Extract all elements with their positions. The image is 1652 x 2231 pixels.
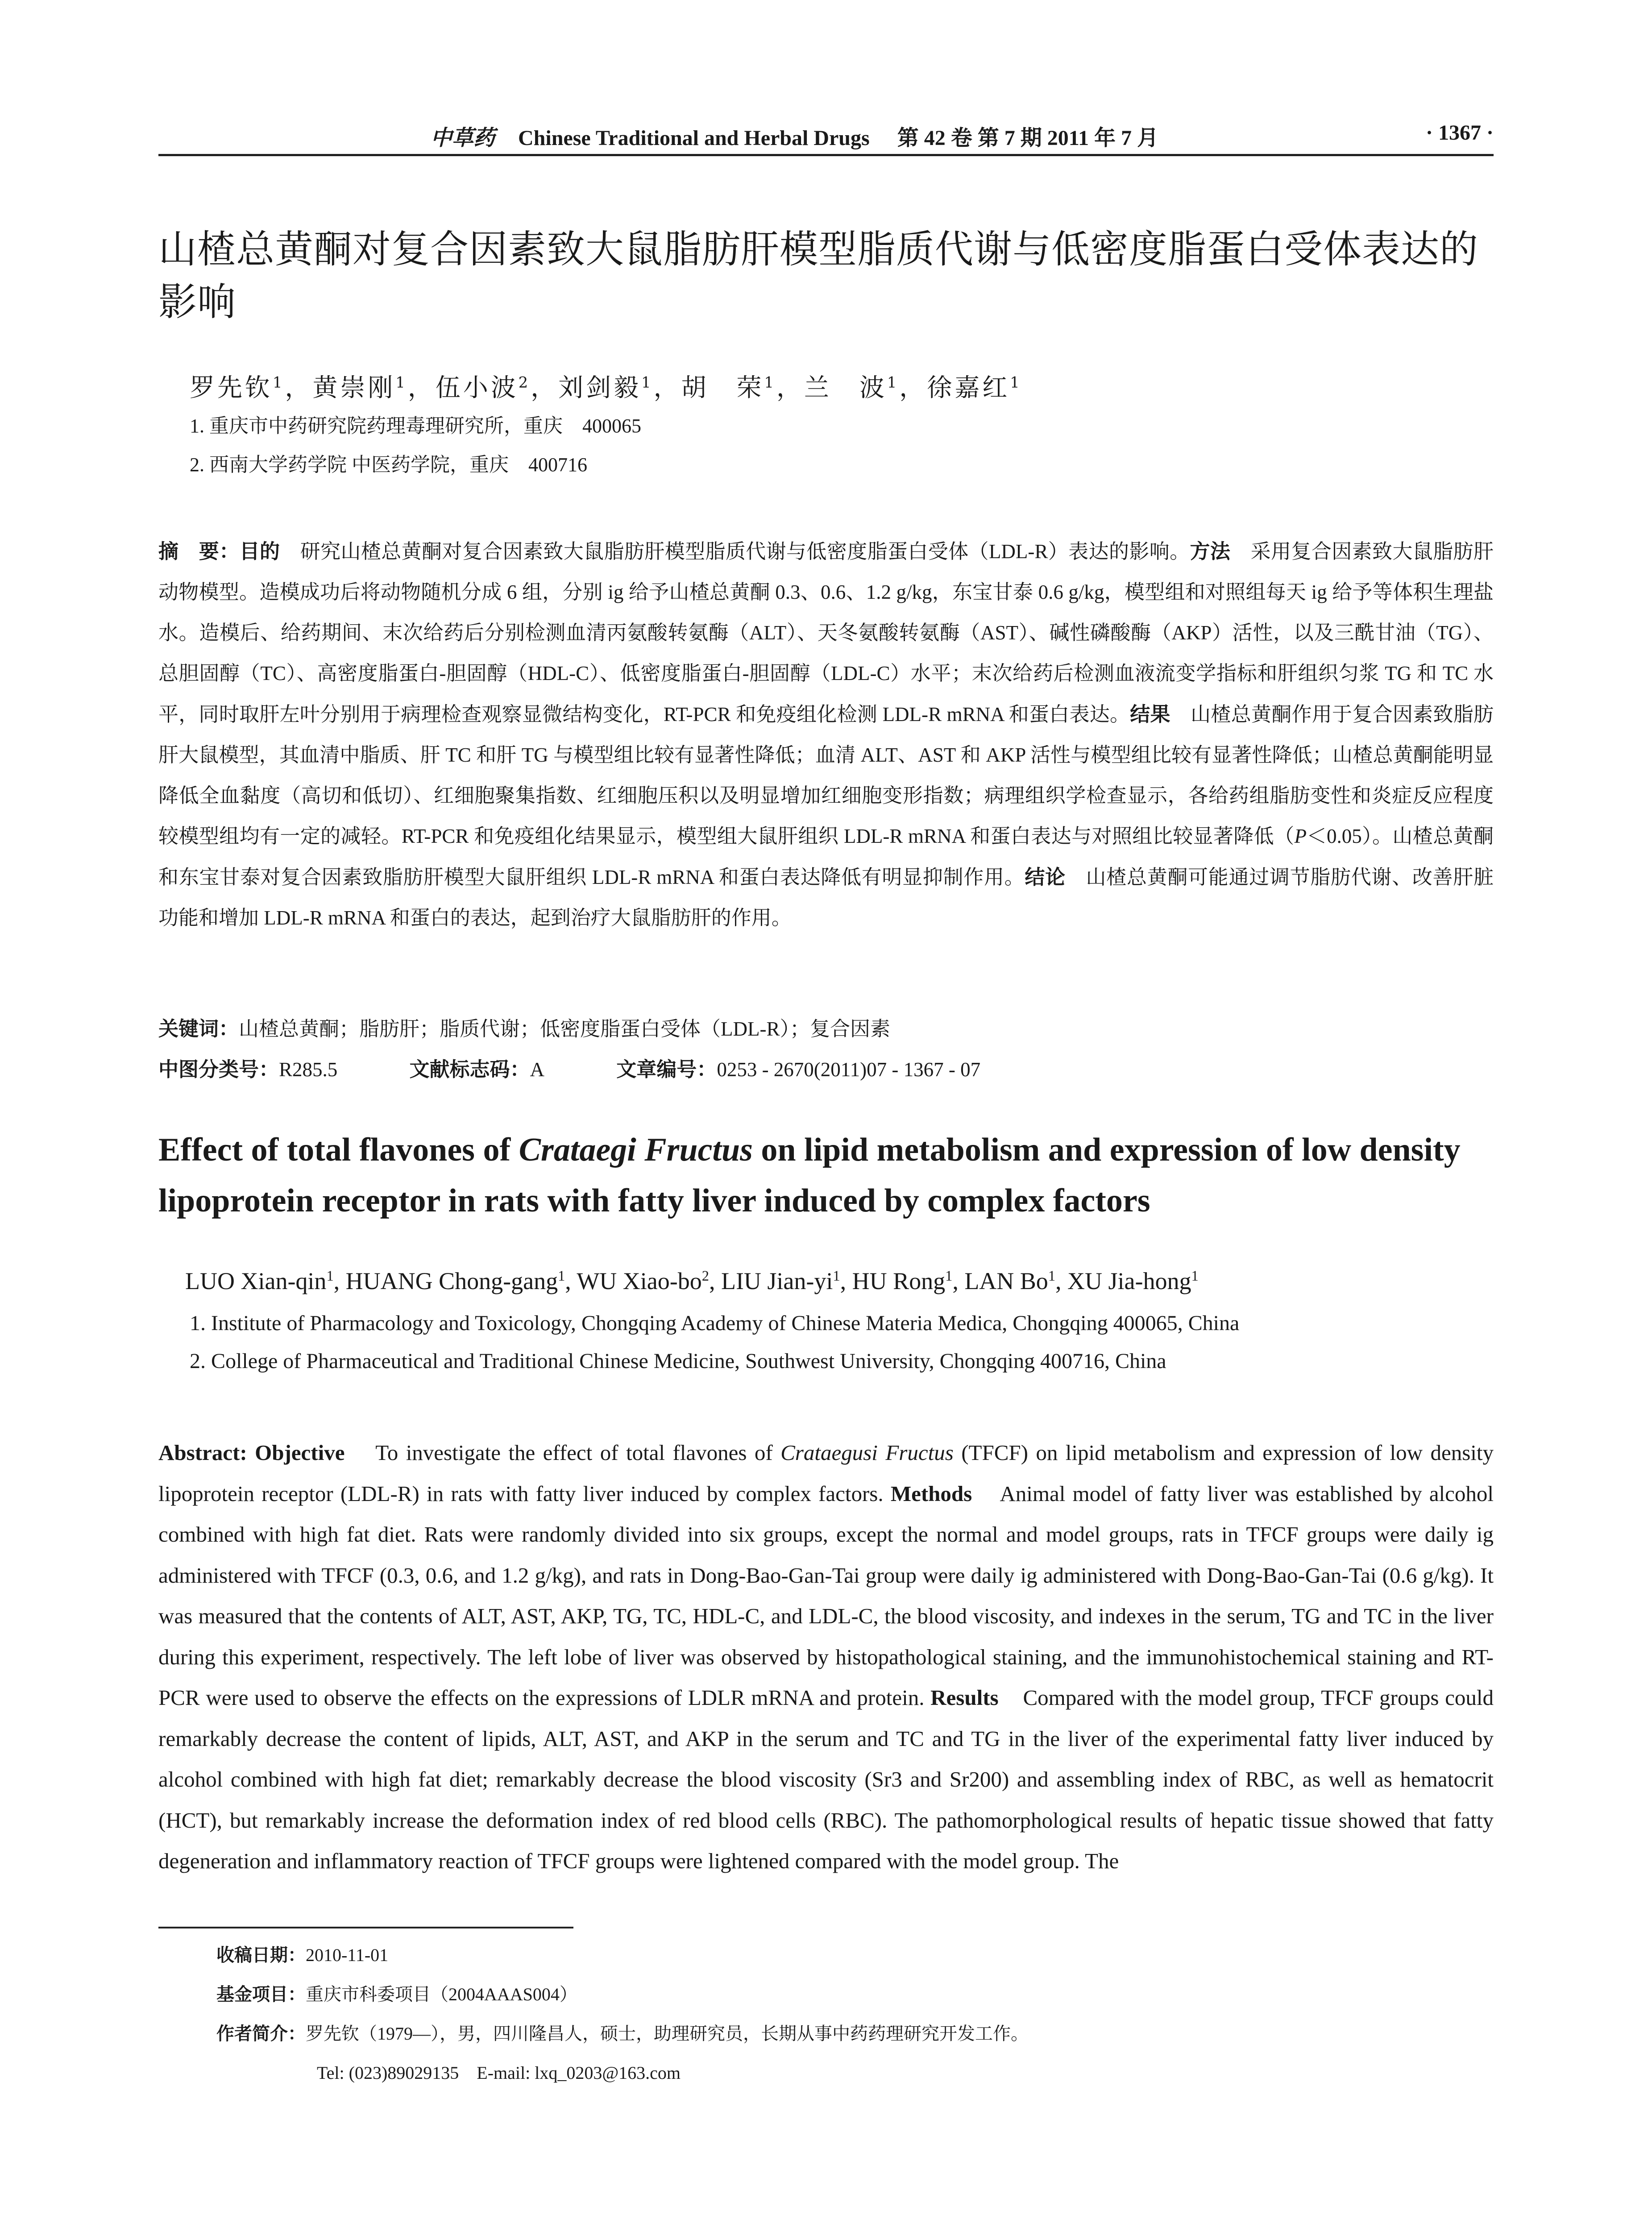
results-zh-label: 结果 bbox=[1130, 702, 1171, 726]
author-bio-label: 作者简介： bbox=[216, 2024, 306, 2044]
article-no-value: 0253 - 2670(2011)07 - 1367 - 07 bbox=[717, 1058, 981, 1081]
fund-value: 重庆市科委项目（2004AAAS004） bbox=[306, 1984, 577, 2004]
abstract-en bbox=[158, 1432, 1494, 1882]
results-zh-tail: ＜0.05）。山楂总黄酮和东宝甘泰对复合因素致脂肪肝模型大鼠肝组织 LDL-R mRNA 和蛋白表达降低有明显抑制作用。 bbox=[158, 825, 1494, 888]
methods-zh-text: 采用复合因素致大鼠脂肪肝动物模型。造模成功后将动物随机分成 6 组，分别 ig 给予山楂总黄酮 0.3、0.6、1.2 g/kg，东宝甘泰 0.6 g/kg，模型组和对照组每天 ig 给予等体积生理盐水。造模后、给药期间、末次给药后分别检测血清丙氨酸转氨酶（ALT）、天冬氨酸转氨酶（AST）、碱性磷酸酶（AKP）活性，以及三酰甘油（TG）、总胆固醇（TC）、高密度脂蛋白-胆固醇（HDL-C）、低密度脂蛋白-胆固醇（LDL-C）水平；末次给药后检测血液流变学指标和肝组织匀浆 TG 和 TC 水平，同时取肝左叶分别用于病理检查观察显微结构变化，RT-PCR 和免疫组化检测 LDL-R mRNA 和蛋白表达。 bbox=[158, 540, 1494, 726]
objective-en-italic: Crataegusi Fructus bbox=[780, 1440, 954, 1465]
title-en bbox=[158, 1124, 1494, 1226]
clc-label: 中图分类号： bbox=[158, 1057, 279, 1081]
authors-en: LUO Xian-qin$^1$, HUANG Chong-gang$^1$, WU Xiao-$bo^2$, LIU Jian-$yi^1$, HU Rong$^1$, LAN Bo$^1$, XU Jia-hong$^1$ bbox=[185, 1268, 1199, 1294]
results-en-text: Compared with the model group, TFCF groups could remarkably decrease the content of lipids, ALT, AST, and AKP in the serum and TC and TG in the liver of the experimental fatty liver induced by alcohol combined with high fat diet; remarkably decrease the blood viscosity (Sr3 and Sr200) and assembling index of RBC, as well as hematocrit (HCT), but remarkably increase the deformation index of red blood cells (RBC). The pathomorphological results of hepatic tissue showed that fatty degeneration and inflammatory reaction of TFCF groups were lightened compared with the model group. The bbox=[158, 1685, 1494, 1873]
affiliation-en-2: 2. College of Pharmaceutical and Traditional Chinese Medicine, Southwest University, Chongqing 400716, China bbox=[190, 1349, 1166, 1373]
methods-zh-label: 方法 bbox=[1190, 539, 1231, 563]
objective-en-text-b: (TFCF) on lipid metabolism and expression of low density lipoprotein receptor (LDL-R) in rats with fatty liver induced by complex factors. bbox=[158, 1440, 1494, 1506]
doc-code-value: A bbox=[530, 1058, 545, 1081]
classification-line bbox=[158, 1049, 1494, 1090]
received-label: 收稿日期： bbox=[216, 1945, 306, 1966]
journal-info bbox=[431, 120, 1158, 151]
methods-en-text: Animal model of fatty liver was established by alcohol combined with high fat diet. Rats were randomly divided into six groups, except the normal and model groups, rats in TFCF groups were daily ig administered with TFCF (0.3, 0.6, and 1.2 g/kg), and rats in Dong-Bao-Gan-Tai group were daily ig administered with Dong-Bao-Gan-Tai (0.6 g/kg). It was measured that the contents of ALT, AST, AKP, TG, TC, HDL-C, and LDL-C, the blood viscosity, and indexes in the serum, TG and TC in the liver during this experiment, respectively. The left lobe of liver was observed by histopathological staining, and the immunohistochemical staining and RT-PCR were used to observe the effects on the expressions of LDLR mRNA and protein. bbox=[158, 1481, 1494, 1710]
conclusion-zh-label: 结论 bbox=[1025, 865, 1066, 889]
header-rule bbox=[158, 154, 1494, 156]
footnote-author bbox=[216, 2020, 1029, 2045]
conclusion-zh-text: 山楂总黄酮可能通过调节脂肪代谢、改善肝脏功能和增加 LDL-R mRNA 和蛋白的表达，起到治疗大鼠脂肪肝的作用。 bbox=[158, 866, 1494, 929]
objective-zh-text: 研究山楂总黄酮对复合因素致大鼠脂肪肝模型脂质代谢与低密度脂蛋白受体（LDL-R）表达的影响。 bbox=[300, 540, 1190, 563]
footnote-rule bbox=[158, 1927, 573, 1928]
doc-code-label: 文献标志码： bbox=[409, 1057, 530, 1081]
abstract-en-label: Abstract: bbox=[158, 1440, 247, 1465]
keywords-zh bbox=[158, 1008, 1494, 1049]
footnote-fund bbox=[216, 1980, 577, 2006]
objective-zh-label: 目的 bbox=[239, 539, 280, 563]
affiliation-en-1: 1. Institute of Pharmacology and Toxicology, Chongqing Academy of Chinese Materia Medica, Chongqing 400065, China bbox=[190, 1311, 1240, 1335]
article-no-label: 文章编号： bbox=[616, 1057, 717, 1081]
abstract-zh bbox=[158, 531, 1494, 938]
issue-info: 第 42 卷 第 7 期 2011 年 7 月 bbox=[897, 126, 1159, 150]
keywords-zh-label: 关键词： bbox=[158, 1017, 239, 1041]
keywords-zh-text: 山楂总黄酮；脂肪肝；脂质代谢；低密度脂蛋白受体（LDL-R）；复合因素 bbox=[239, 1018, 890, 1040]
methods-en-label: Methods bbox=[890, 1481, 972, 1506]
objective-en-text-a: To investigate the effect of total flavones of bbox=[375, 1440, 781, 1465]
journal-name-zh: 中草药 bbox=[431, 126, 495, 150]
results-zh-text: 山楂总黄酮作用于复合因素致脂肪肝大鼠模型，其血清中脂质、肝 TC 和肝 TG 与模型组比较有显著性降低；血清 ALT、AST 和 AKP 活性与模型组比较有显著性降低；山楂总黄酮能明显降低全血黏度（高切和低切）、红细胞聚集指数、红细胞压积以及明显增加红细胞变形指数；病理组织学检查显示，各给药组脂肪变性和炎症反应程度较模型组均有一定的减轻。RT-PCR 和免疫组化结果显示，模型组大鼠肝组织 LDL-R mRNA 和蛋白表达与对照组比较显著降低（ bbox=[158, 703, 1494, 847]
author-bio-value: 罗先钦（1979—），男，四川隆昌人，硕士，助理研究员，长期从事中药药理研究开发工作。 bbox=[306, 2024, 1029, 2044]
p-value-symbol: P bbox=[1294, 825, 1307, 847]
title-en-part1: Effect of total flavones of bbox=[158, 1132, 519, 1168]
footnote-contact: Tel: (023)89029135 E-mail: lxq_0203@163.com bbox=[317, 2063, 681, 2083]
objective-en-label: Objective bbox=[255, 1440, 345, 1465]
affiliation-zh-1: 1. 重庆市中药研究院药理毒理研究所，重庆 400065 bbox=[190, 415, 641, 437]
title-zh: 山楂总黄酮对复合因素致大鼠脂肪肝模型脂质代谢与低密度脂蛋白受体表达的影响 bbox=[158, 227, 1478, 324]
fund-label: 基金项目： bbox=[216, 1984, 306, 2005]
clc-value: R285.5 bbox=[279, 1058, 338, 1081]
title-en-italic: Crataegi Fructus bbox=[519, 1132, 753, 1168]
footnote-received bbox=[216, 1941, 388, 1966]
page-number: · 1367 · bbox=[1425, 121, 1494, 145]
received-value: 2010-11-01 bbox=[306, 1945, 389, 1965]
title-en-part2: on lipid metabolism and expression of low density lipoprotein receptor in rats with fatty liver induced by complex factors bbox=[158, 1132, 1461, 1219]
running-header bbox=[158, 120, 1494, 152]
results-en-label: Results bbox=[930, 1685, 999, 1710]
authors-zh: 罗先钦$^1$，黄崇刚$^1$，伍小波$^2$，刘剑毅$^1$，胡 荣$^1$，兰 波$^1$，徐嘉红$^1$ bbox=[190, 373, 1022, 402]
abstract-zh-label: 摘 要： bbox=[158, 539, 240, 563]
journal-name-en: Chinese Traditional and Herbal Drugs bbox=[518, 126, 870, 150]
affiliation-zh-2: 2. 西南大学药学院 中医药学院，重庆 400716 bbox=[190, 454, 587, 476]
